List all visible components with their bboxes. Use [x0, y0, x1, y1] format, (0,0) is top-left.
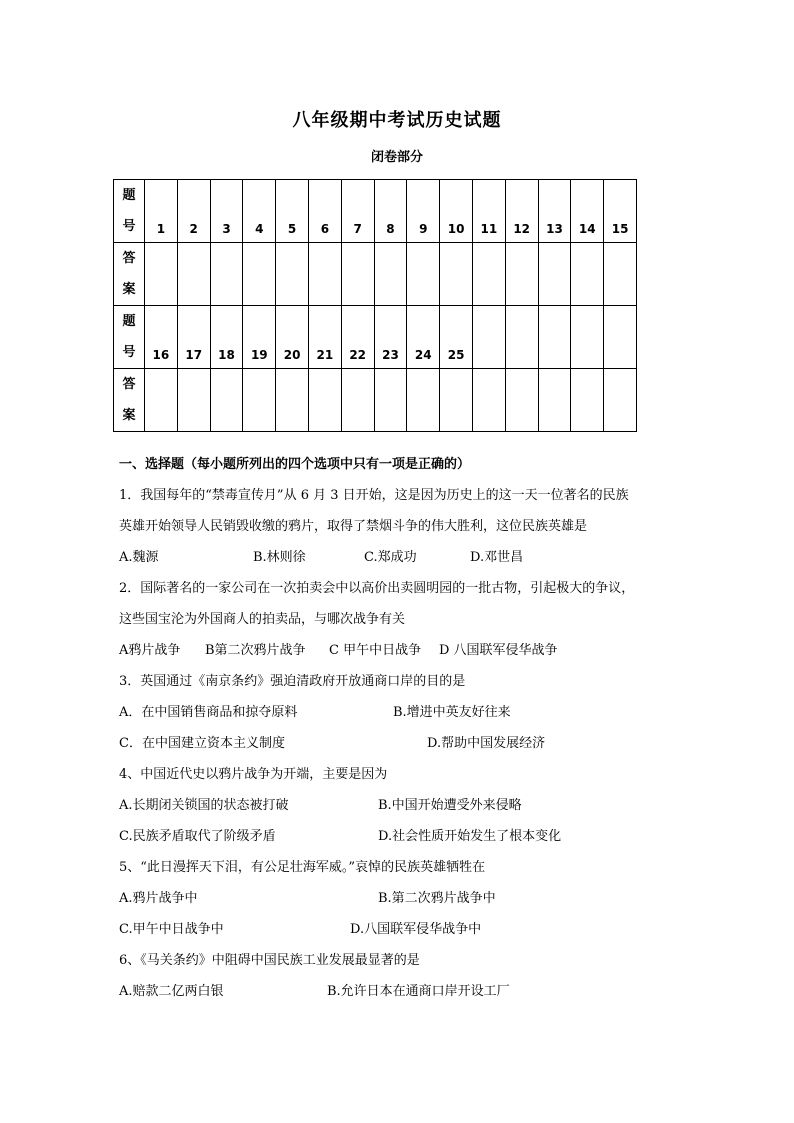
question-number-cell: 1: [145, 180, 178, 243]
answer-cell[interactable]: [308, 243, 341, 306]
question-number-cell: 19: [243, 306, 276, 369]
answer-cell[interactable]: [440, 369, 473, 432]
question-number-cell: 10: [440, 180, 473, 243]
option-row: [119, 827, 679, 858]
question-stem: 6、《马关条约》中阻碍中国民族工业发展最显著的是: [119, 953, 420, 968]
answer-cell[interactable]: [177, 369, 210, 432]
question-stem: 1．我国每年的“禁毒宣传月”从 6 月 3 日开始，这是因为历史上的这一天一位著名的民族: [119, 488, 629, 503]
question-number-cell: 24: [407, 306, 440, 369]
option-row: [119, 548, 679, 579]
answer-cell[interactable]: [604, 369, 637, 432]
question-number-cell: 11: [472, 180, 505, 243]
option-b: B.增进中英友好往来: [393, 705, 511, 720]
question-number-cell: [571, 306, 604, 369]
question-number-cell: 20: [276, 306, 309, 369]
question-stem: 2．国际著名的一家公司在一次拍卖会中以高价出卖圆明园的一批古物，引起极大的争议，: [119, 581, 635, 596]
option-a: A.赔款二亿两白银: [119, 984, 224, 999]
question-number-cell: 6: [308, 180, 341, 243]
question-number-cell: 15: [604, 180, 637, 243]
answer-cell[interactable]: [407, 369, 440, 432]
answer-cell[interactable]: [341, 243, 374, 306]
question-number-cell: [472, 306, 505, 369]
option-b: B.第二次鸦片战争中: [378, 891, 496, 906]
question-number-cell: 7: [341, 180, 374, 243]
question-stem: 4、中国近代史以鸦片战争为开端，主要是因为: [119, 767, 388, 782]
question-number-label: 题 号: [114, 306, 145, 369]
answer-cell[interactable]: [145, 369, 178, 432]
answer-cell[interactable]: [538, 369, 571, 432]
section-heading: 一、选择题（每小题所列出的四个选项中只有一项是正确的）: [119, 457, 471, 472]
answer-label: 答 案: [114, 369, 145, 432]
option-c: C．在中国建立资本主义制度: [119, 736, 285, 751]
option-b: B.允许日本在通商口岸开设工厂: [327, 984, 510, 999]
answer-cell[interactable]: [571, 243, 604, 306]
option-row: [119, 796, 679, 827]
answer-cell[interactable]: [308, 369, 341, 432]
option-b: B.林则徐: [253, 550, 306, 565]
option-d: D.八国联军侵华战争中: [350, 922, 482, 937]
answer-cell[interactable]: [472, 243, 505, 306]
option-a: A.魏源: [119, 550, 159, 565]
exam-subtitle: 闭卷部分: [370, 150, 423, 165]
question-number-cell: [538, 306, 571, 369]
table-row-answers-2: [114, 369, 637, 432]
question-stem: 5、“此日漫挥天下泪，有公足壮海军威。”哀悼的民族英雄牺牲在: [119, 860, 486, 875]
question-number-cell: 23: [374, 306, 407, 369]
question-number-cell: 4: [243, 180, 276, 243]
answer-cell[interactable]: [210, 369, 243, 432]
option-c: C.郑成功: [364, 550, 417, 565]
option-b: B.中国开始遭受外来侵略: [378, 798, 522, 813]
answer-cell[interactable]: [374, 243, 407, 306]
option-d: D.社会性质开始发生了根本变化: [378, 829, 562, 844]
answer-cell[interactable]: [407, 243, 440, 306]
question-number-cell: 16: [145, 306, 178, 369]
question-number-cell: [505, 306, 538, 369]
question-number-cell: 5: [276, 180, 309, 243]
answer-table: [113, 179, 637, 432]
answer-cell[interactable]: [505, 369, 538, 432]
question-stem: 这些国宝沦为外国商人的拍卖品，与哪次战争有关: [119, 612, 406, 627]
answer-cell[interactable]: [341, 369, 374, 432]
question-number-cell: 9: [407, 180, 440, 243]
answer-cell[interactable]: [276, 369, 309, 432]
question-number-cell: 17: [177, 306, 210, 369]
question-number-cell: 14: [571, 180, 604, 243]
option-a: A.鸦片战争中: [119, 891, 198, 906]
answer-cell[interactable]: [243, 369, 276, 432]
answer-cell[interactable]: [210, 243, 243, 306]
option-a: A.长期闭关锁国的状态被打破: [119, 798, 289, 813]
option-b: B第二次鸦片战争: [205, 643, 306, 658]
questions-section: [119, 455, 679, 1013]
exam-title: 八年级期中考试历史试题: [292, 110, 502, 131]
table-row-numbers-2: [114, 306, 637, 369]
option-a: A鸦片战争: [119, 643, 181, 658]
answer-cell[interactable]: [571, 369, 604, 432]
answer-cell[interactable]: [145, 243, 178, 306]
answer-cell[interactable]: [374, 369, 407, 432]
table-row-numbers-1: [114, 180, 637, 243]
question-number-cell: 12: [505, 180, 538, 243]
option-c: C.甲午中日战争中: [119, 922, 224, 937]
answer-cell[interactable]: [472, 369, 505, 432]
answer-cell[interactable]: [604, 243, 637, 306]
table-row-answers-1: [114, 243, 637, 306]
option-row: [119, 641, 679, 672]
question-number-cell: [604, 306, 637, 369]
option-c: C.民族矛盾取代了阶级矛盾: [119, 829, 276, 844]
option-row: [119, 734, 679, 765]
answer-label: 答 案: [114, 243, 145, 306]
question-stem: 3．英国通过《南京条约》强迫清政府开放通商口岸的目的是: [119, 674, 466, 689]
option-d: D.邓世昌: [470, 550, 524, 565]
option-row: [119, 920, 679, 951]
question-stem: 英雄开始领导人民销毁收缴的鸦片，取得了禁烟斗争的伟大胜利，这位民族英雄是: [119, 519, 588, 534]
question-number-label: 题 号: [114, 180, 145, 243]
question-number-cell: 3: [210, 180, 243, 243]
answer-cell[interactable]: [243, 243, 276, 306]
option-row: [119, 889, 679, 920]
option-c: C 甲午中日战争: [329, 643, 422, 658]
question-number-cell: 18: [210, 306, 243, 369]
question-number-cell: 8: [374, 180, 407, 243]
question-number-cell: 13: [538, 180, 571, 243]
option-a: A．在中国销售商品和掠夺原料: [119, 705, 298, 720]
option-d: D 八国联军侵华战争: [439, 643, 558, 658]
answer-cell[interactable]: [505, 243, 538, 306]
answer-cell[interactable]: [177, 243, 210, 306]
question-number-cell: 22: [341, 306, 374, 369]
answer-cell[interactable]: [440, 243, 473, 306]
question-number-cell: 2: [177, 180, 210, 243]
option-d: D.帮助中国发展经济: [427, 736, 546, 751]
question-number-cell: 25: [440, 306, 473, 369]
question-number-cell: 21: [308, 306, 341, 369]
option-row: [119, 982, 679, 1013]
answer-cell[interactable]: [538, 243, 571, 306]
answer-cell[interactable]: [276, 243, 309, 306]
option-row: [119, 703, 679, 734]
